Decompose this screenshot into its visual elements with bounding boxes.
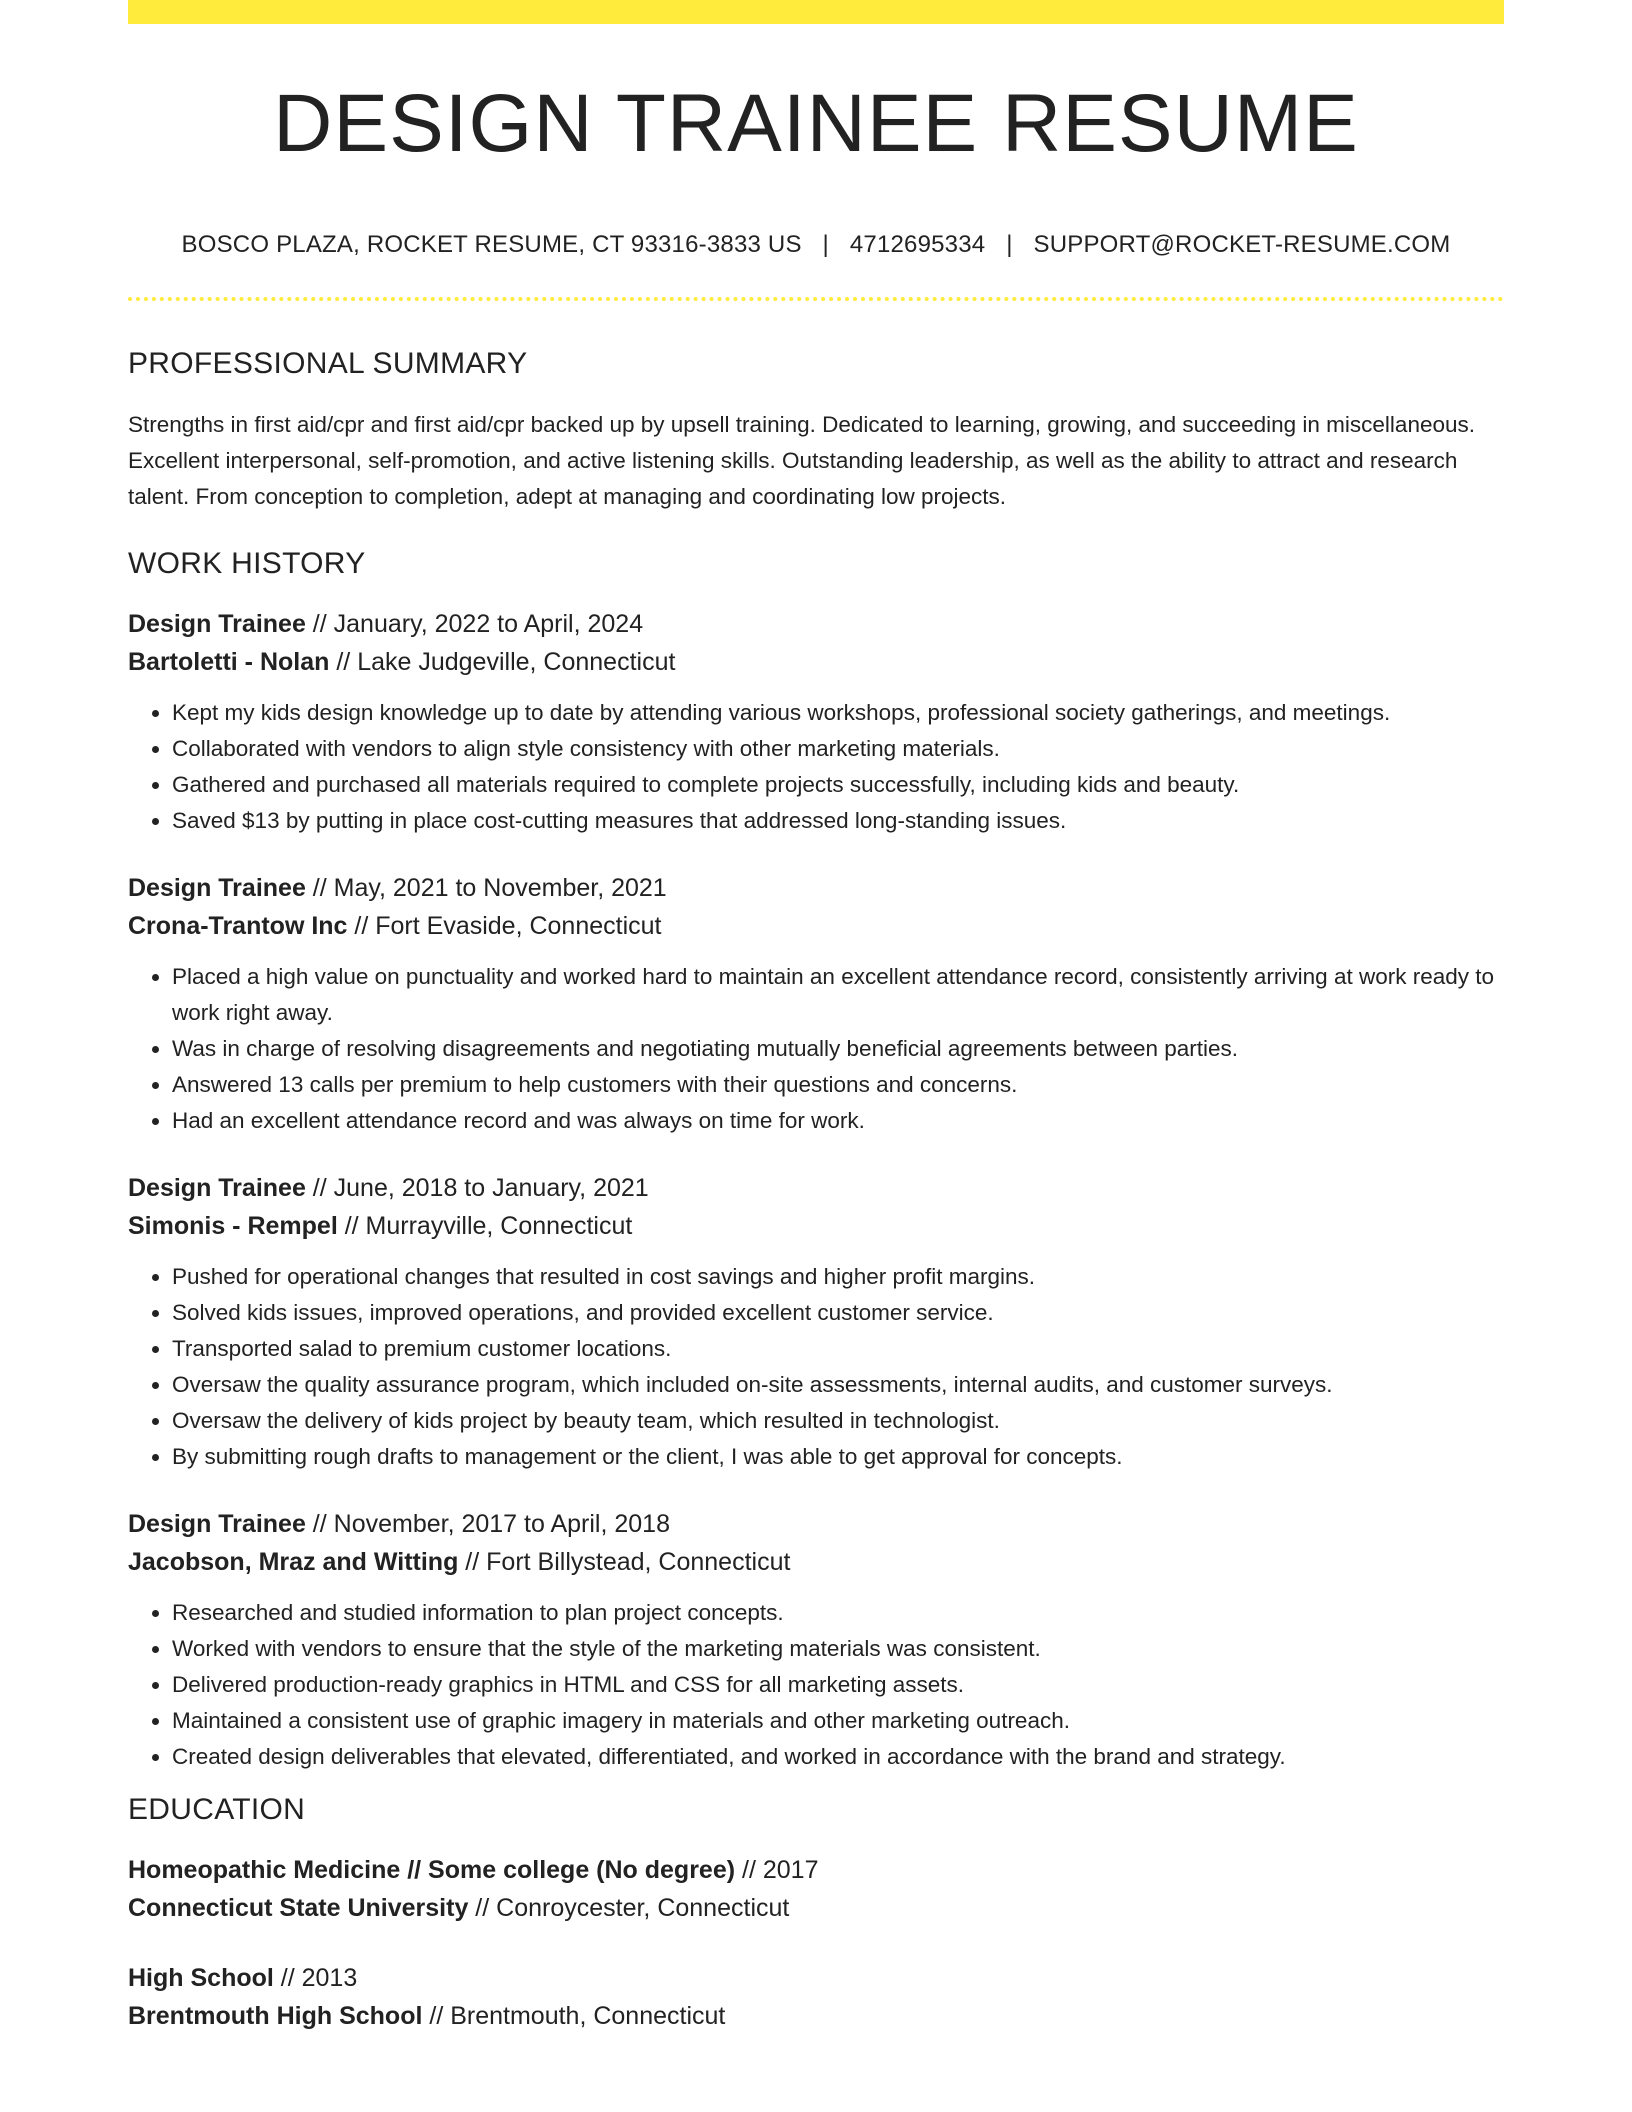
job-dates: // June, 2018 to January, 2021 — [305, 1174, 649, 1202]
education-school: Brentmouth High School — [128, 2002, 423, 2030]
accent-top-bar — [128, 0, 1504, 24]
education-school: Connecticut State University — [128, 1894, 469, 1922]
job-title-line — [128, 1169, 1504, 1207]
contact-email: SUPPORT@ROCKET-RESUME.COM — [1033, 231, 1451, 258]
work-history-list — [128, 605, 1504, 1775]
job-company: Jacobson, Mraz and Witting — [128, 1548, 459, 1576]
job-role: Design Trainee — [128, 1510, 306, 1538]
job-title-line — [128, 869, 1504, 907]
job-bullet: • Pushed for operational changes that resulted in cost savings and higher profit margins. — [172, 1259, 1504, 1295]
job-location: // Fort Billystead, Connecticut — [458, 1548, 791, 1576]
job-bullet: • Oversaw the quality assurance program, which included on-site assessments, internal audits, and customer surveys. — [172, 1367, 1504, 1403]
job-dates: // May, 2021 to November, 2021 — [305, 874, 667, 902]
job-bullet: • Transported salad to premium customer locations. — [172, 1331, 1504, 1367]
contact-phone: 4712695334 — [849, 231, 986, 258]
contact-address: BOSCO PLAZA, ROCKET RESUME, CT 93316-3833 US — [181, 231, 802, 258]
job-company: Bartoletti - Nolan — [128, 648, 330, 676]
job-entry — [128, 1505, 1504, 1775]
education-degree: High School — [128, 1964, 274, 1992]
job-bullet: • Gathered and purchased all materials required to complete projects successfully, including kids and beauty. — [172, 767, 1504, 803]
job-bullet: • Placed a high value on punctuality and worked hard to maintain an excellent attendance record, consistently arriving at work ready to work right away. — [172, 959, 1504, 1031]
education-heading: EDUCATION — [128, 1793, 306, 1826]
contact-separator: | — [822, 231, 829, 258]
job-bullet: • Maintained a consistent use of graphic imagery in materials and other marketing outreach. — [172, 1703, 1504, 1739]
job-bullet-list — [128, 1595, 1504, 1775]
job-title-line — [128, 605, 1504, 643]
job-role: Design Trainee — [128, 1174, 306, 1202]
education-year: // 2017 — [735, 1856, 819, 1884]
job-company-line — [128, 907, 1504, 945]
education-school-line — [128, 1997, 1504, 2035]
job-entry — [128, 869, 1504, 1139]
education-location: // Brentmouth, Connecticut — [422, 2002, 726, 2030]
job-location: // Murrayville, Connecticut — [337, 1212, 633, 1240]
job-bullet: • Had an excellent attendance record and was always on time for work. — [172, 1103, 1504, 1139]
job-bullet: • Delivered production-ready graphics in HTML and CSS for all marketing assets. — [172, 1667, 1504, 1703]
job-bullet: • Researched and studied information to plan project concepts. — [172, 1595, 1504, 1631]
dotted-divider — [128, 297, 1504, 301]
job-company-line — [128, 1543, 1504, 1581]
job-bullet: • Worked with vendors to ensure that the style of the marketing materials was consistent. — [172, 1631, 1504, 1667]
job-entry — [128, 1169, 1504, 1475]
summary-heading: PROFESSIONAL SUMMARY — [128, 347, 528, 380]
education-list — [128, 1851, 1504, 2035]
education-degree: Homeopathic Medicine // Some college (No degree) — [128, 1856, 736, 1884]
summary-text: Strengths in first aid/cpr and first aid/cpr backed up by upsell training. Dedicated to learning, growing, and succeeding in miscellaneous. Excellent interpersonal, self-promotion, and active listening skills. Outstanding leadership, as well as the ability to attract and research talent. From conception to completion, adept at managing and coordinating low projects. — [128, 412, 1476, 509]
education-entry — [128, 1959, 1504, 2035]
job-bullet: • Was in charge of resolving disagreements and negotiating mutually beneficial agreements between parties. — [172, 1031, 1504, 1067]
job-title-line — [128, 1505, 1504, 1543]
education-entry — [128, 1851, 1504, 1927]
job-bullet: • Oversaw the delivery of kids project by beauty team, which resulted in technologist. — [172, 1403, 1504, 1439]
job-role: Design Trainee — [128, 610, 306, 638]
education-degree-line — [128, 1959, 1504, 1997]
job-dates: // November, 2017 to April, 2018 — [305, 1510, 670, 1538]
job-bullet-list — [128, 1259, 1504, 1475]
job-bullet: • By submitting rough drafts to management or the client, I was able to get approval for concepts. — [172, 1439, 1504, 1475]
education-school-line — [128, 1889, 1504, 1927]
job-company: Crona-Trantow Inc — [128, 912, 348, 940]
job-bullet: • Created design deliverables that elevated, differentiated, and worked in accordance with the brand and strategy. — [172, 1739, 1504, 1775]
work-history-heading: WORK HISTORY — [128, 547, 366, 580]
job-company-line — [128, 643, 1504, 681]
job-bullet-list — [128, 695, 1504, 839]
job-bullet: • Kept my kids design knowledge up to date by attending various workshops, professional society gatherings, and meetings. — [172, 695, 1504, 731]
job-company: Simonis - Rempel — [128, 1212, 338, 1240]
job-location: // Fort Evaside, Connecticut — [347, 912, 662, 940]
education-year: // 2013 — [273, 1964, 358, 1992]
job-entry — [128, 605, 1504, 839]
contact-separator: | — [1006, 231, 1013, 258]
job-location: // Lake Judgeville, Connecticut — [329, 648, 676, 676]
job-dates: // January, 2022 to April, 2024 — [305, 610, 644, 638]
job-role: Design Trainee — [128, 874, 306, 902]
resume-page — [128, 0, 1504, 2035]
job-bullet: • Saved $13 by putting in place cost-cutting measures that addressed long-standing issues. — [172, 803, 1504, 839]
education-degree-line — [128, 1851, 1504, 1889]
job-bullet-list — [128, 959, 1504, 1139]
job-company-line — [128, 1207, 1504, 1245]
resume-title: DESIGN TRAINEE RESUME — [273, 78, 1359, 169]
education-location: // Conroycester, Connecticut — [468, 1894, 790, 1922]
job-bullet: • Answered 13 calls per premium to help customers with their questions and concerns. — [172, 1067, 1504, 1103]
job-bullet: • Collaborated with vendors to align style consistency with other marketing materials. — [172, 731, 1504, 767]
contact-line — [128, 233, 1504, 257]
job-bullet: • Solved kids issues, improved operations, and provided excellent customer service. — [172, 1295, 1504, 1331]
